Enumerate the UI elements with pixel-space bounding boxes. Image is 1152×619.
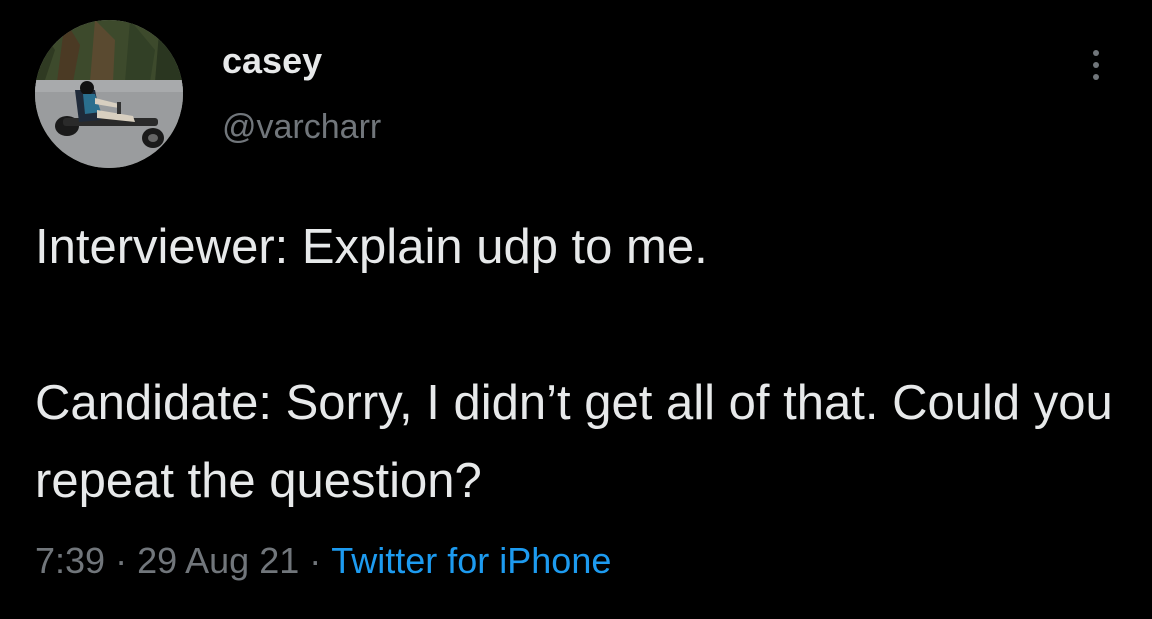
more-dot-icon [1093,74,1099,80]
more-dot-icon [1093,62,1099,68]
more-options-button[interactable] [1078,40,1114,90]
tweet-text-line: Interviewer: Explain udp to me. [35,220,708,274]
user-handle[interactable]: @varcharr [222,108,382,146]
meta-separator: · [309,540,322,581]
tweet-source-link[interactable]: Twitter for iPhone [331,540,612,581]
display-name[interactable]: casey [222,40,323,81]
tweet-time[interactable]: 7:39 [35,540,106,581]
more-dot-icon [1093,50,1099,56]
avatar-photo-icon [35,20,183,168]
avatar[interactable] [35,20,183,168]
tweet-text-line: Candidate: Sorry, I didn’t get all of that. Could you repeat the question? [35,376,1113,508]
meta-separator: · [115,540,128,581]
tweet-body [35,208,1125,520]
paragraph-gap [35,286,1125,364]
tweet-meta [35,540,611,582]
tweet-date[interactable]: 29 Aug 21 [137,540,300,581]
